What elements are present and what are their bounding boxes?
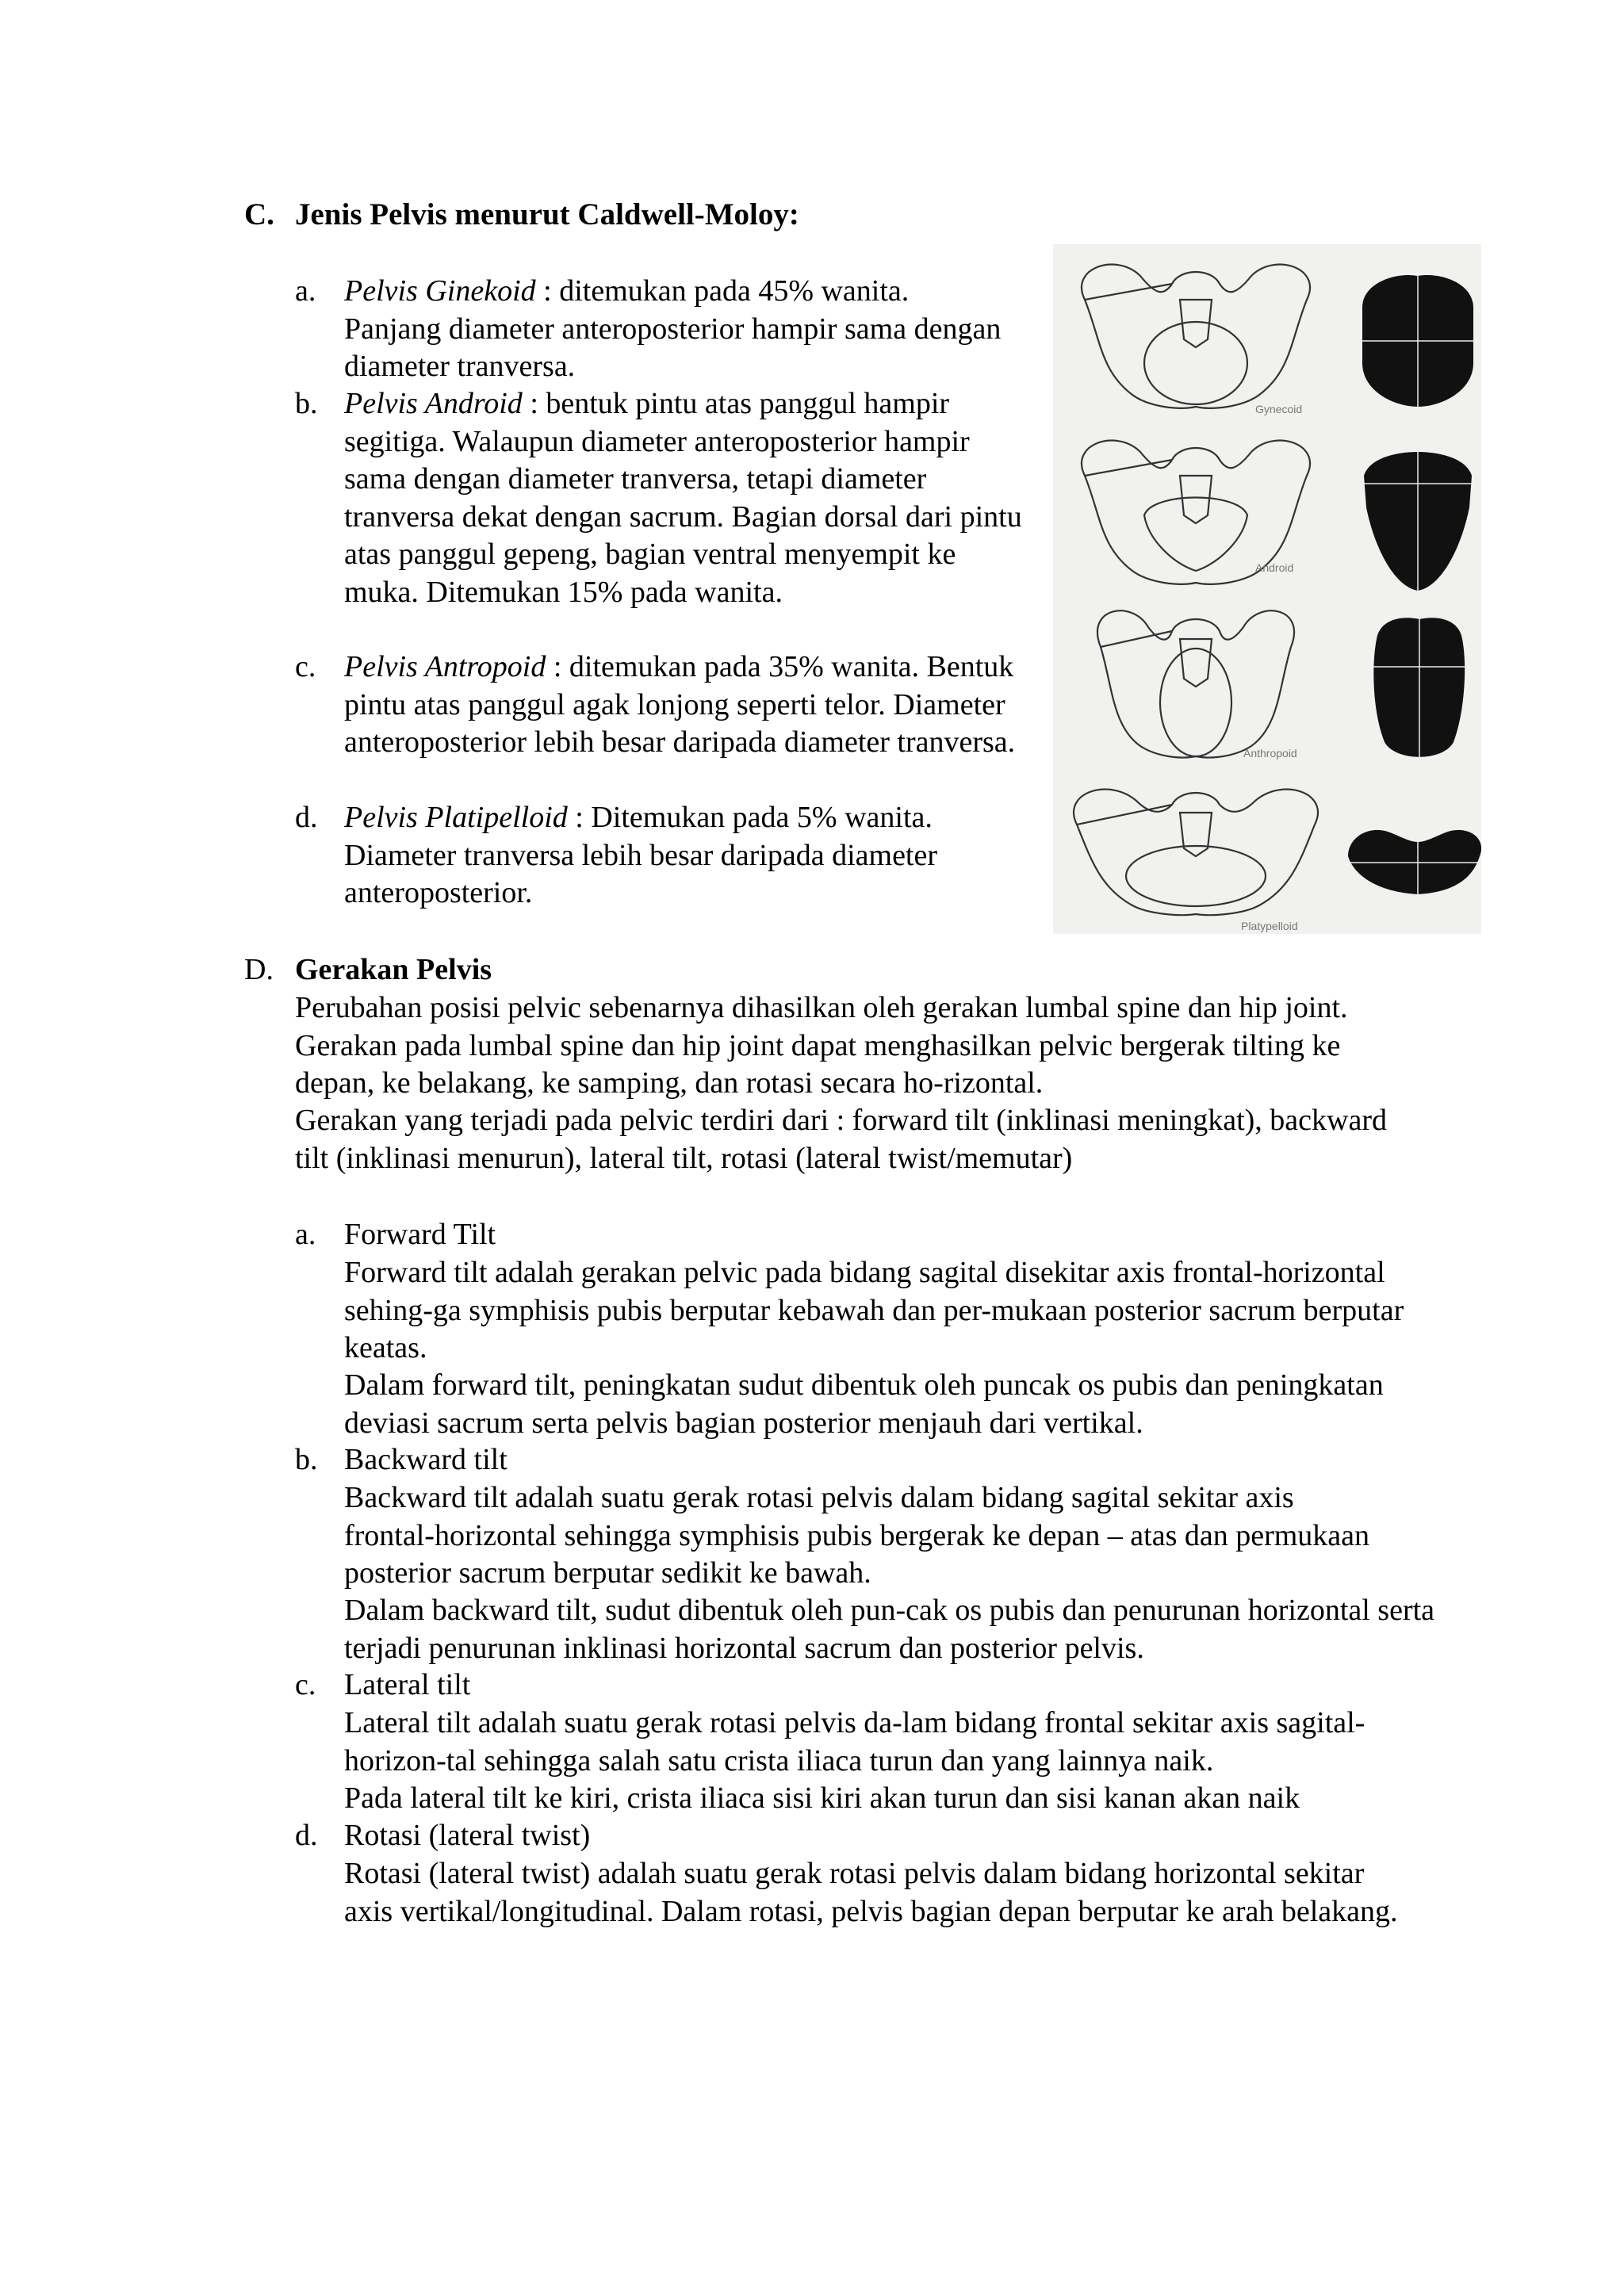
gynecoid-row [1053,252,1481,419]
pelvis-item-letter: a. [295,274,316,308]
movement-item-title: Backward tilt [344,1443,508,1476]
android-row [1053,428,1481,595]
movement-item-text: Rotasi (lateral twist) adalah suatu gerak rotasi pelvis dalam bidang horizontal sekitar axis vertikal/longitudinal. Dalam rotasi, pelvis bagian depan berputar ke arah belakang. [344,1857,1398,1928]
figure-label: Platypelloid [1241,920,1298,932]
pelvis-types-figure [1053,244,1481,934]
section-c-letter: C. [244,197,274,232]
gynecoid-pelvis-drawing [1053,252,1481,419]
pelvis-item-letter: d. [295,801,318,834]
movement-item-text: Forward tilt adalah gerakan pelvic pada bidang sagital disekitar axis frontal-horizontal sehing-ga symphisis pubis berputar kebawah dan per-mukaan posterior sacrum berputar keatas. [344,1256,1404,1364]
pelvis-item [344,799,1026,913]
pelvis-item-name: Pelvis Ginekoid [344,274,536,308]
movement-item-title: Forward Tilt [344,1218,496,1251]
section-d-intro-1: Perubahan posisi pelvic sebenarnya dihasilkan oleh gerakan lumbal spine dan hip joint. Gerakan pada lumbal spine dan hip joint dapat menghasilkan pelvic bergerak tilting ke depan, ke belakang, ke samping, dan rotasi secara ho-rizontal. [295,991,1348,1100]
movement-item-title: Lateral tilt [344,1668,471,1701]
movement-item-text: Lateral tilt adalah suatu gerak rotasi pelvis da-lam bidang frontal sekitar axis sagital-horizon-tal sehingga salah satu crista iliaca turun dan yang lainnya naik. [344,1706,1365,1777]
movement-item-letter: a. [295,1218,316,1251]
movement-item-title: Rotasi (lateral twist) [344,1819,591,1852]
anthropoid-pelvis-drawing [1053,599,1481,766]
section-c-title: Jenis Pelvis menurut Caldwell-Moloy: [295,197,799,232]
pelvis-item-letter: c. [295,650,316,683]
pelvis-item-name: Pelvis Platipelloid [344,801,568,834]
movement-item-letter: b. [295,1443,318,1476]
figure-label: Android [1255,561,1294,574]
movement-item-letter: d. [295,1819,318,1852]
pelvis-item [344,649,1036,762]
platypelloid-row [1053,769,1481,936]
figure-label: Anthropoid [1243,747,1297,760]
section-d-title: Gerakan Pelvis [295,953,492,986]
movement-item-text: Dalam backward tilt, sudut dibentuk oleh pun-cak os pubis dan penurunan horizontal serta terjadi penurunan inklinasi horizontal sacrum dan posterior pelvis. [344,1594,1435,1665]
anthropoid-row [1053,599,1481,766]
pelvis-item-letter: b. [295,387,318,420]
pelvis-item-desc: : ditemukan pada 35% wanita. Bentuk pintu atas panggul agak lonjong seperti telor. Diameter anteroposterior lebih besar daripada diameter tranversa. [344,650,1016,759]
pelvis-item-desc: : bentuk pintu atas panggul hampir segitiga. Walaupun diameter anteroposterior hampir sama dengan diameter tranversa, tetapi diameter tranversa dekat dengan sacrum. Bagian dorsal dari pintu atas panggul gepeng, bagian ventral menyempit ke muka. Ditemukan 15% pada wanita. [344,387,1022,609]
pelvis-item-desc: : ditemukan pada 45% wanita. Panjang diameter anteroposterior hampir sama dengan diameter tranversa. [344,274,1002,383]
pelvis-item [344,273,1010,386]
movement-item-text: Dalam forward tilt, peningkatan sudut dibentuk oleh puncak os pubis dan peningkatan deviasi sacrum serta pelvis bagian posterior menjauh dari vertikal. [344,1368,1384,1440]
movement-item-letter: c. [295,1668,316,1701]
pelvis-item [344,385,1026,611]
pelvis-item-name: Pelvis Android [344,387,523,420]
movement-item-text: Backward tilt adalah suatu gerak rotasi pelvis dalam bidang sagital sekitar axis frontal-horizontal sehingga symphisis pubis bergerak ke depan – atas dan permukaan posterior sacrum berputar sedikit ke bawah. [344,1481,1370,1590]
platypelloid-pelvis-drawing [1053,769,1481,936]
pelvis-item-desc: : Ditemukan pada 5% wanita. Diameter tranversa lebih besar daripada diameter anteroposterior. [344,801,938,909]
figure-label: Gynecoid [1255,403,1303,415]
section-d-letter: D. [244,953,274,986]
pelvis-item-name: Pelvis Antropoid [344,650,546,683]
section-d-intro-2: Gerakan yang terjadi pada pelvic terdiri dari : forward tilt (inklinasi meningkat), backward tilt (inklinasi menurun), lateral tilt, rotasi (lateral twist/memutar) [295,1104,1387,1175]
movement-item-text: Pada lateral tilt ke kiri, crista iliaca sisi kiri akan turun dan sisi kanan akan naik [344,1781,1300,1815]
